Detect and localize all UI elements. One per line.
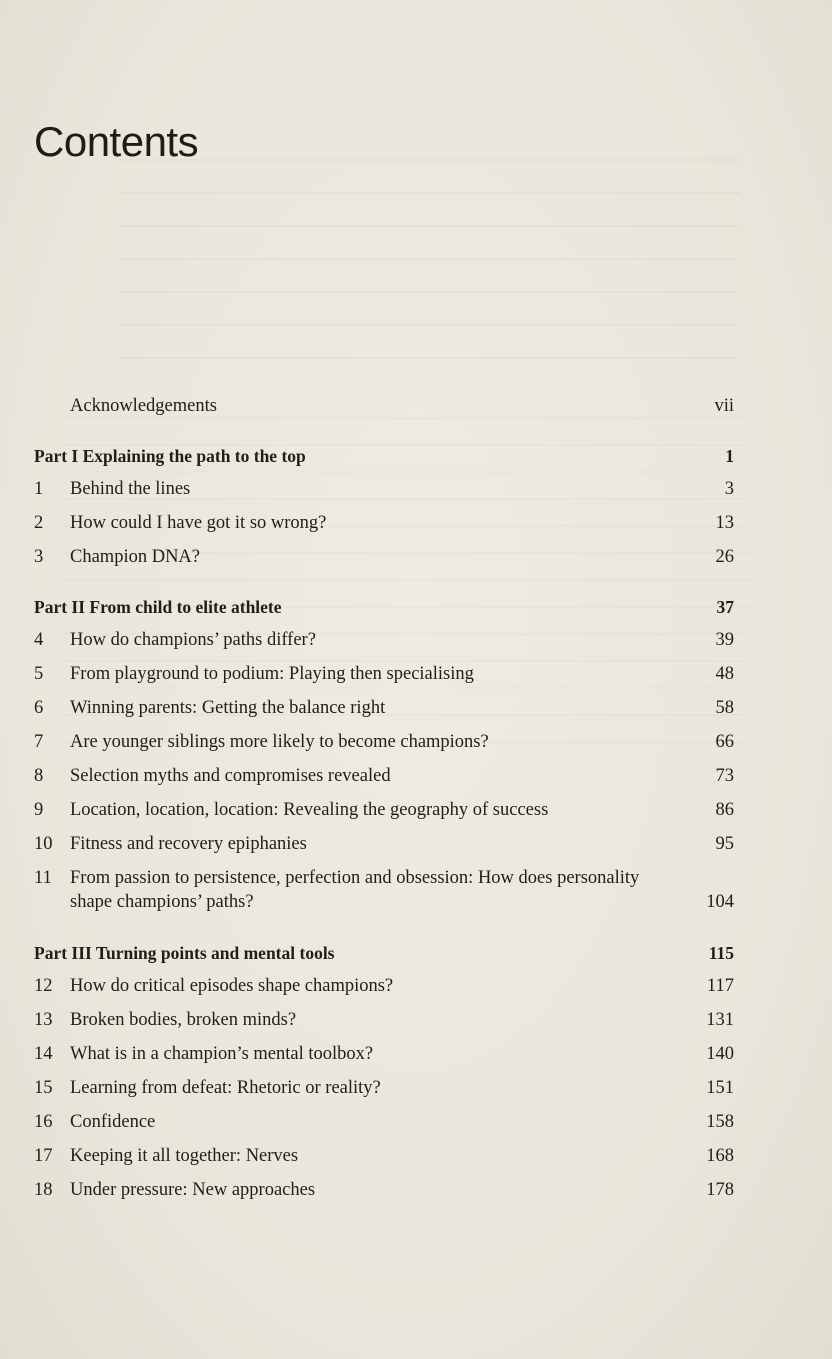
toc-entry-number: 9 xyxy=(34,800,44,820)
toc-entry-number: 3 xyxy=(34,547,44,567)
toc-entry-title: How do critical episodes shape champions? xyxy=(70,976,394,996)
toc-part-page: 1 xyxy=(725,446,734,466)
toc-entry-page: 26 xyxy=(715,547,734,567)
toc-entry-page: 140 xyxy=(706,1044,734,1064)
toc-entry-number: 1 xyxy=(34,479,44,499)
show-through-texture xyxy=(120,135,740,375)
toc-entry-page: 158 xyxy=(706,1112,734,1132)
toc-entry-page: 151 xyxy=(706,1078,734,1098)
toc-entry-page: 48 xyxy=(715,664,734,684)
toc-part-title: Part II From child to elite athlete xyxy=(34,597,282,617)
toc-entry-title: Keeping it all together: Nerves xyxy=(70,1146,299,1166)
toc-entry-number: 15 xyxy=(34,1078,53,1098)
toc-entry-title: Fitness and recovery epiphanies xyxy=(70,834,307,854)
toc-part-title: Part I Explaining the path to the top xyxy=(34,446,306,466)
toc-entry-title: How could I have got it so wrong? xyxy=(70,513,327,533)
toc-entry-title: Learning from defeat: Rhetoric or reality? xyxy=(70,1078,381,1098)
toc-entry-number: 4 xyxy=(34,630,44,650)
toc-entry-title: Selection myths and compromises revealed xyxy=(70,766,391,786)
toc-entry-number: 6 xyxy=(34,698,44,718)
toc-entry-number: 5 xyxy=(34,664,44,684)
toc-entry-page: 58 xyxy=(715,698,734,718)
toc-entry-page: 73 xyxy=(715,766,734,786)
toc-entry-page: 95 xyxy=(715,834,734,854)
toc-part-title: Part III Turning points and mental tools xyxy=(34,943,335,963)
toc-entry-title: What is in a champion’s mental toolbox? xyxy=(70,1044,374,1064)
toc-entry-number: 13 xyxy=(34,1010,53,1030)
page-title: Contents xyxy=(34,118,199,165)
toc-entry-title: Are younger siblings more likely to become champions? xyxy=(70,732,489,752)
toc-part-page: 37 xyxy=(716,597,734,617)
toc-entry-number: 17 xyxy=(34,1146,53,1166)
toc-entry-number: 2 xyxy=(34,513,44,533)
toc-part-page: 115 xyxy=(708,943,734,963)
toc-entry-title: Champion DNA? xyxy=(70,547,200,567)
toc-entry-page: vii xyxy=(714,396,734,416)
toc-entry-page: 117 xyxy=(706,976,734,996)
toc-entry-page: 178 xyxy=(706,1180,734,1200)
toc-entry-title: Winning parents: Getting the balance right xyxy=(70,698,386,718)
toc-entry-page: 86 xyxy=(715,800,734,820)
toc-entry-number: 14 xyxy=(34,1044,53,1064)
toc-entry-page: 39 xyxy=(715,630,734,650)
toc-entry-title: Location, location, location: Revealing the geography of success xyxy=(70,800,549,820)
toc-entry-page: 104 xyxy=(706,892,734,912)
toc-entry-page: 3 xyxy=(724,479,734,499)
toc-entry-title: Acknowledgements xyxy=(70,396,217,416)
toc-entry-number: 16 xyxy=(34,1112,53,1132)
toc-entry-title: From playground to podium: Playing then specialising xyxy=(70,664,474,684)
toc-entry-page: 66 xyxy=(715,732,734,752)
toc-entry-title: Broken bodies, broken minds? xyxy=(70,1010,297,1030)
toc-entry-page: 131 xyxy=(706,1010,734,1030)
toc-entry-number: 11 xyxy=(34,868,52,888)
toc-entry-number: 10 xyxy=(34,834,53,854)
toc-entry-title: Behind the lines xyxy=(70,479,191,499)
toc-entry-number: 7 xyxy=(34,732,44,752)
toc-entry-number: 18 xyxy=(34,1180,53,1200)
toc-entry-title: How do champions’ paths differ? xyxy=(70,630,316,650)
toc-entry-title: From passion to persistence, perfection and obsession: How does personality shape champions’ paths? xyxy=(70,868,640,912)
toc-entry-title: Under pressure: New approaches xyxy=(70,1180,316,1200)
toc-entry-title: Confidence xyxy=(70,1112,156,1132)
toc-entry-page: 13 xyxy=(715,513,734,533)
toc-entry-number: 8 xyxy=(34,766,44,786)
toc-entry-number: 12 xyxy=(34,976,53,996)
toc-entry-page: 168 xyxy=(706,1146,734,1166)
